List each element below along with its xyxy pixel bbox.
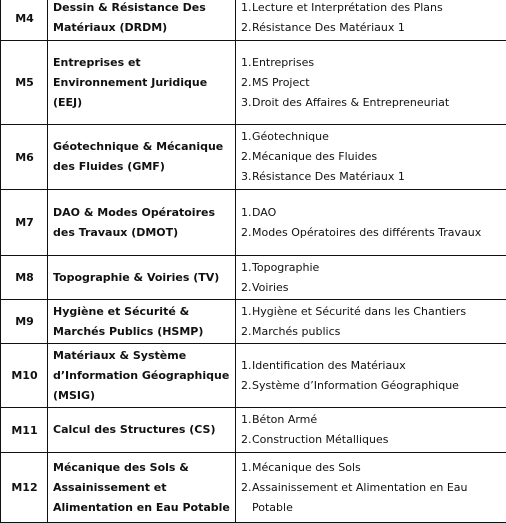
course-number: 2. bbox=[241, 18, 252, 38]
course-number: 1. bbox=[241, 410, 252, 430]
course-item bbox=[241, 0, 502, 18]
course-item bbox=[241, 356, 502, 376]
course-item bbox=[241, 458, 502, 478]
course-item bbox=[241, 478, 502, 518]
course-title: Hygiène et Sécurité dans les Chantiers bbox=[252, 302, 502, 322]
course-item bbox=[241, 203, 502, 223]
course-title: Droit des Affaires & Entrepreneuriat bbox=[252, 93, 502, 113]
course-item bbox=[241, 258, 502, 278]
course-number: 1. bbox=[241, 458, 252, 478]
course-title: MS Project bbox=[252, 73, 502, 93]
module-row bbox=[1, 300, 506, 344]
module-code: M7 bbox=[1, 190, 48, 256]
module-row bbox=[1, 0, 506, 41]
course-number: 2. bbox=[241, 147, 252, 167]
course-number: 2. bbox=[241, 478, 252, 518]
course-number: 3. bbox=[241, 167, 252, 187]
course-number: 1. bbox=[241, 302, 252, 322]
module-row bbox=[1, 190, 506, 256]
course-title: Géotechnique bbox=[252, 127, 502, 147]
module-courses bbox=[236, 344, 506, 408]
module-name: Dessin & Résistance Des Matériaux (DRDM) bbox=[48, 0, 236, 41]
module-name: Entreprises et Environnement Juridique (EEJ) bbox=[48, 41, 236, 125]
module-courses bbox=[236, 125, 506, 190]
course-item bbox=[241, 73, 502, 93]
course-title: Identification des Matériaux bbox=[252, 356, 502, 376]
module-name: Calcul des Structures (CS) bbox=[48, 408, 236, 453]
course-item bbox=[241, 376, 502, 396]
course-item bbox=[241, 302, 502, 322]
course-title: Modes Opératoires des différents Travaux bbox=[252, 223, 502, 243]
module-row bbox=[1, 41, 506, 125]
module-courses bbox=[236, 41, 506, 125]
course-number: 1. bbox=[241, 356, 252, 376]
course-item bbox=[241, 167, 502, 187]
module-code: M12 bbox=[1, 453, 48, 523]
course-item bbox=[241, 223, 502, 243]
course-number: 2. bbox=[241, 322, 252, 342]
modules-table-body bbox=[1, 0, 506, 523]
module-row bbox=[1, 408, 506, 453]
module-courses bbox=[236, 0, 506, 41]
module-row bbox=[1, 256, 506, 300]
module-name: Topographie & Voiries (TV) bbox=[48, 256, 236, 300]
module-courses bbox=[236, 453, 506, 523]
course-item bbox=[241, 53, 502, 73]
module-row bbox=[1, 125, 506, 190]
module-courses bbox=[236, 256, 506, 300]
course-title: Béton Armé bbox=[252, 410, 502, 430]
course-number: 1. bbox=[241, 0, 252, 18]
course-title: Mécanique des Fluides bbox=[252, 147, 502, 167]
course-item bbox=[241, 93, 502, 113]
module-code: M6 bbox=[1, 125, 48, 190]
course-item bbox=[241, 18, 502, 38]
module-name: Mécanique des Sols & Assainissement et Alimentation en Eau Potable bbox=[48, 453, 236, 523]
module-name: Géotechnique & Mécanique des Fluides (GMF) bbox=[48, 125, 236, 190]
course-item bbox=[241, 410, 502, 430]
course-title: Entreprises bbox=[252, 53, 502, 73]
course-number: 1. bbox=[241, 127, 252, 147]
course-number: 2. bbox=[241, 430, 252, 450]
course-item bbox=[241, 127, 502, 147]
course-title: Résistance Des Matériaux 1 bbox=[252, 18, 502, 38]
module-row bbox=[1, 453, 506, 523]
module-code: M11 bbox=[1, 408, 48, 453]
module-code: M9 bbox=[1, 300, 48, 344]
course-item bbox=[241, 430, 502, 450]
module-courses bbox=[236, 300, 506, 344]
course-number: 1. bbox=[241, 203, 252, 223]
module-courses bbox=[236, 190, 506, 256]
course-item bbox=[241, 322, 502, 342]
module-code: M5 bbox=[1, 41, 48, 125]
module-row bbox=[1, 344, 506, 408]
course-title: Marchés publics bbox=[252, 322, 502, 342]
course-number: 2. bbox=[241, 376, 252, 396]
module-name: Hygiène et Sécurité & Marchés Publics (HSMP) bbox=[48, 300, 236, 344]
module-name: Matériaux & Système d’Information Géographique (MSIG) bbox=[48, 344, 236, 408]
course-item bbox=[241, 147, 502, 167]
course-title: Système d’Information Géographique bbox=[252, 376, 502, 396]
module-courses bbox=[236, 408, 506, 453]
course-number: 2. bbox=[241, 223, 252, 243]
course-title: Assainissement et Alimentation en Eau Potable bbox=[252, 478, 502, 518]
course-title: Construction Métalliques bbox=[252, 430, 502, 450]
course-number: 1. bbox=[241, 258, 252, 278]
module-name: DAO & Modes Opératoires des Travaux (DMOT) bbox=[48, 190, 236, 256]
course-number: 2. bbox=[241, 278, 252, 298]
course-title: DAO bbox=[252, 203, 502, 223]
module-code: M10 bbox=[1, 344, 48, 408]
module-code: M4 bbox=[1, 0, 48, 41]
course-item bbox=[241, 278, 502, 298]
course-number: 1. bbox=[241, 53, 252, 73]
course-number: 3. bbox=[241, 93, 252, 113]
module-code: M8 bbox=[1, 256, 48, 300]
course-number: 2. bbox=[241, 73, 252, 93]
course-title: Mécanique des Sols bbox=[252, 458, 502, 478]
course-title: Voiries bbox=[252, 278, 502, 298]
course-title: Résistance Des Matériaux 1 bbox=[252, 167, 502, 187]
course-title: Topographie bbox=[252, 258, 502, 278]
course-title: Lecture et Interprétation des Plans bbox=[252, 0, 502, 18]
